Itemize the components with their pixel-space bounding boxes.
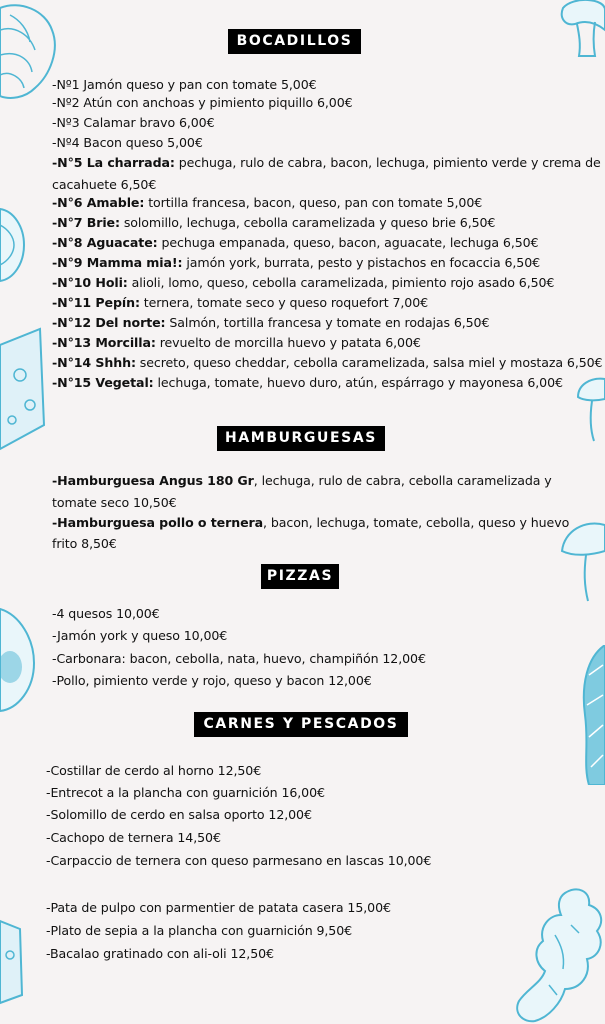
item-description: secreto, queso cheddar, cebolla caramelizada, salsa miel y mostaza 6,50€ [135, 355, 603, 370]
list-item: -Entrecot a la plancha con guarnición 16,00€ [46, 785, 325, 800]
ginger-icon [505, 885, 605, 1024]
lettuce-icon [0, 0, 60, 110]
list-item: -Nº3 Calamar bravo 6,00€ [52, 115, 215, 130]
item-name: -N°5 La charrada: [52, 155, 175, 170]
list-item: -Pata de pulpo con parmentier de patata casera 15,00€ [46, 900, 391, 915]
list-item [52, 254, 540, 271]
list-item: -Nº2 Atún con anchoas y pimiento piquillo 6,00€ [52, 95, 353, 110]
list-item: -Plato de sepia a la plancha con guarnición 9,50€ [46, 923, 353, 938]
list-item: -Cachopo de ternera 14,50€ [46, 830, 221, 845]
item-description: lechuga, tomate, huevo duro, atún, espárrago y mayonesa 6,00€ [153, 375, 563, 390]
lettuce-icon [575, 645, 605, 785]
item-name: -N°8 Aguacate: [52, 235, 158, 250]
item-name: -N°15 Vegetal: [52, 375, 154, 390]
list-item [52, 194, 482, 211]
list-item [52, 214, 495, 231]
item-description: alioli, lomo, queso, cebolla caramelizada, pimiento rojo asado 6,50€ [127, 275, 555, 290]
list-item: -Nº4 Bacon queso 5,00€ [52, 135, 203, 150]
mushroom-icon [572, 375, 605, 445]
item-description: tortilla francesa, bacon, queso, pan con tomate 5,00€ [144, 195, 483, 210]
item-description: ternera, tomate seco y queso roquefort 7,00€ [139, 295, 429, 310]
item-description: revuelto de morcilla huevo y patata 6,00€ [155, 335, 421, 350]
list-item: -4 quesos 10,00€ [52, 606, 160, 621]
item-name: -N°7 Brie: [52, 215, 120, 230]
item-name: -Hamburguesa pollo o ternera [52, 515, 264, 530]
list-item [52, 514, 569, 531]
item-description: , bacon, lechuga, tomate, cebolla, queso y huevo [263, 515, 570, 530]
list-item: -Costillar de cerdo al horno 12,50€ [46, 763, 262, 778]
list-item [52, 234, 538, 251]
item-name: -Hamburguesa Angus 180 Gr [52, 473, 254, 488]
item-description: jamón york, burrata, pesto y pistachos en focaccia 6,50€ [182, 255, 541, 270]
list-item [52, 334, 421, 351]
item-name: -N°11 Pepín: [52, 295, 140, 310]
list-item-continuation: tomate seco 10,50€ [52, 495, 177, 510]
list-item [52, 154, 601, 171]
list-item: -Nº1 Jamón queso y pan con tomate 5,00€ [52, 77, 317, 92]
item-name: -N°10 Holi: [52, 275, 128, 290]
item-description: pechuga empanada, queso, bacon, aguacate, lechuga 6,50€ [157, 235, 539, 250]
item-name: -N°13 Morcilla: [52, 335, 156, 350]
avocado-icon [0, 205, 26, 285]
list-item: -Solomillo de cerdo en salsa oporto 12,00€ [46, 807, 312, 822]
section-heading-bocadillos: BOCADILLOS [228, 29, 361, 54]
list-item: -Pollo, pimiento verde y rojo, queso y bacon 12,00€ [52, 673, 372, 688]
cheese-icon [0, 915, 24, 1005]
mushroom-icon [555, 0, 605, 60]
item-description: Salmón, tortilla francesa y tomate en rodajas 6,50€ [165, 315, 490, 330]
item-name: -N°9 Mamma mia!: [52, 255, 183, 270]
cheese-icon [0, 325, 46, 455]
item-description: , lechuga, rulo de cabra, cebolla caramelizada y [253, 473, 552, 488]
list-item: -Bacalao gratinado con ali-oli 12,50€ [46, 946, 274, 961]
section-heading-pizzas: PIZZAS [261, 564, 339, 589]
section-heading-carnes-pescados: CARNES Y PESCADOS [194, 712, 408, 737]
item-name: -N°6 Amable: [52, 195, 145, 210]
list-item [52, 314, 489, 331]
list-item [52, 472, 552, 489]
list-item: -Jamón york y queso 10,00€ [52, 628, 228, 643]
item-description: pechuga, rulo de cabra, bacon, lechuga, pimiento verde y crema de [174, 155, 601, 170]
list-item: -Carpaccio de ternera con queso parmesano en lascas 10,00€ [46, 853, 432, 868]
list-item-continuation: cacahuete 6,50€ [52, 177, 157, 192]
item-name: -N°14 Shhh: [52, 355, 136, 370]
list-item [52, 294, 428, 311]
avocado-icon [0, 605, 36, 715]
list-item: -Carbonara: bacon, cebolla, nata, huevo, champiñón 12,00€ [52, 651, 426, 666]
item-description: solomillo, lechuga, cebolla caramelizada y queso brie 6,50€ [119, 215, 496, 230]
list-item [52, 354, 602, 371]
list-item [52, 274, 554, 291]
list-item [52, 374, 563, 391]
item-name: -N°12 Del norte: [52, 315, 166, 330]
list-item-continuation: frito 8,50€ [52, 536, 117, 551]
section-heading-hamburguesas: HAMBURGUESAS [217, 426, 385, 451]
